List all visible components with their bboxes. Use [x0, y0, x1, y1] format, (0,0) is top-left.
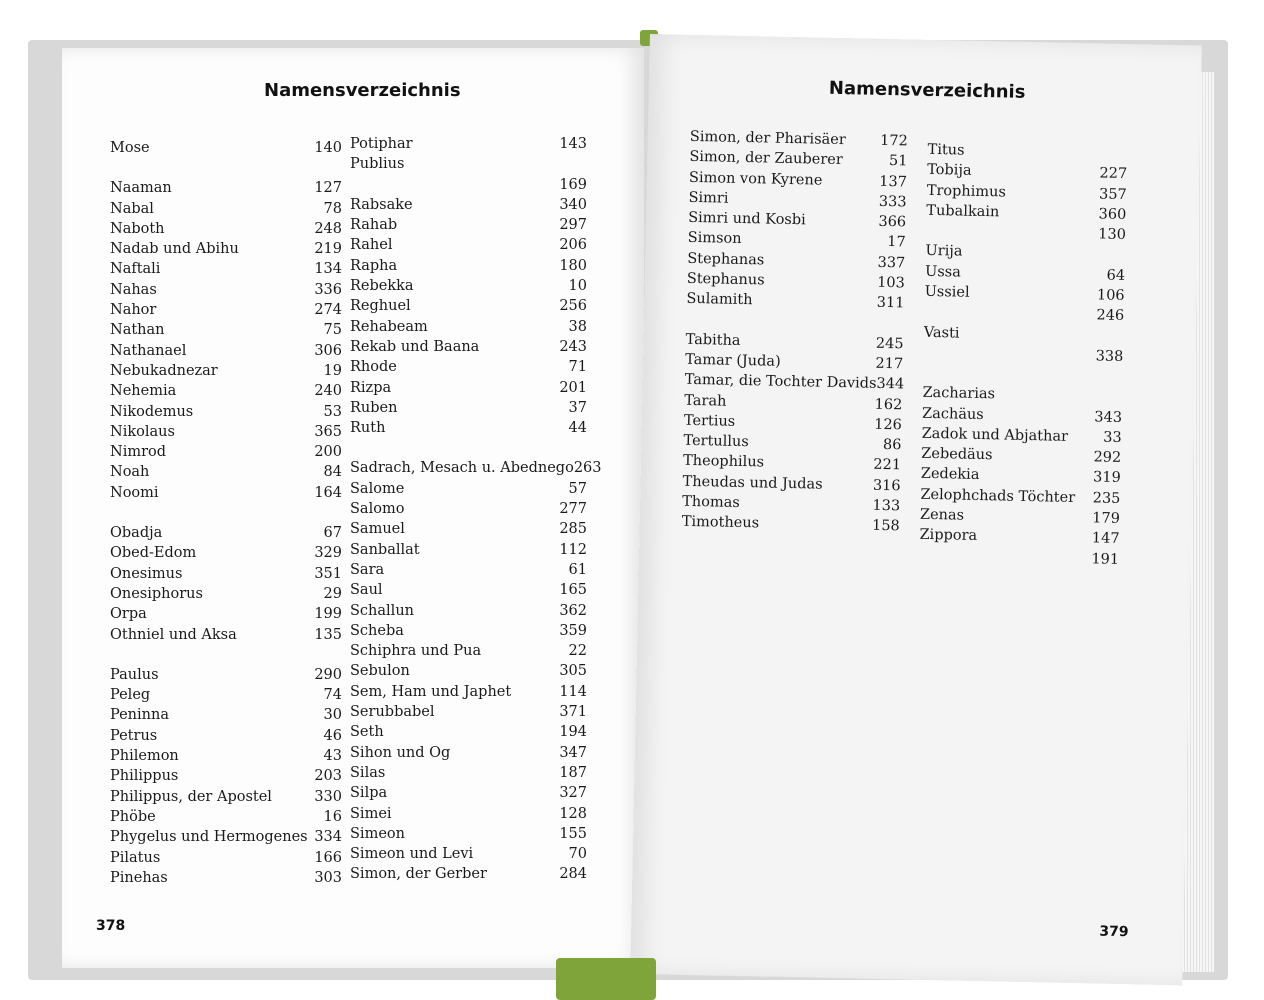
- entry-name: Schallun: [350, 602, 414, 619]
- entry-page: 67: [323, 525, 342, 542]
- entry-name: Stephanus: [686, 270, 765, 289]
- index-entry: [110, 848, 342, 868]
- left-page: [62, 48, 644, 968]
- index-entry: [350, 621, 587, 641]
- index-entry: [350, 256, 587, 276]
- entry-page: 187: [559, 764, 587, 781]
- entry-page: 158: [871, 518, 900, 535]
- index-entry: [110, 259, 342, 279]
- entry-name: Serubbabel: [350, 704, 435, 721]
- entry-name: Seth: [350, 724, 384, 741]
- entry-page: 311: [876, 295, 905, 312]
- entry-name: Zadok und Abjathar: [921, 425, 1069, 445]
- entry-name: Silas: [350, 764, 386, 781]
- entry-name: Simri und Kosbi: [687, 210, 806, 229]
- index-entry: [350, 783, 587, 803]
- index-entry: [350, 398, 587, 418]
- entry-name: Potiphar: [350, 136, 413, 152]
- index-entry: [350, 519, 587, 539]
- entry-name: Saul: [350, 582, 383, 599]
- entry-page: 303: [314, 869, 342, 886]
- entry-page: 305: [559, 663, 587, 680]
- index-entry: [110, 726, 342, 746]
- index-entry: [110, 178, 342, 198]
- entry-page: 297: [559, 217, 587, 234]
- entry-name: Tubalkain: [926, 202, 1000, 221]
- index-entry: [110, 625, 342, 645]
- entry-name: Samuel: [350, 521, 405, 538]
- entry-name: Simei: [350, 805, 392, 822]
- entry-name: Pilatus: [110, 849, 161, 866]
- section-gap: [110, 645, 342, 665]
- entry-name: Noah: [110, 464, 150, 481]
- entry-name: Ussiel: [924, 283, 970, 301]
- entry-name: Zippora: [919, 527, 978, 545]
- index-entry: [110, 422, 342, 442]
- entry-page: 371: [559, 704, 587, 721]
- index-column-left-1: [110, 138, 342, 888]
- entry-name: Nebukadnezar: [110, 362, 218, 379]
- entry-name: Stephanas: [687, 250, 765, 269]
- entry-page: 360: [1098, 206, 1127, 223]
- entry-page: 103: [876, 274, 905, 292]
- entry-name: Trophimus: [926, 182, 1007, 201]
- entry-page: 17: [887, 234, 906, 251]
- index-entry: [350, 296, 587, 316]
- entry-page: 263: [573, 460, 602, 477]
- entry-page: 147: [1091, 530, 1120, 548]
- entry-name: Tertius: [683, 412, 736, 430]
- index-entry: [350, 215, 587, 235]
- entry-name: Nahor: [110, 302, 157, 319]
- entry-page: 274: [314, 302, 342, 319]
- entry-name: Zelophchads Töchter: [920, 486, 1076, 506]
- entry-page: 191: [1091, 551, 1120, 568]
- entry-name: Publius: [350, 156, 405, 173]
- index-entry: [110, 442, 342, 462]
- entry-name: Nikolaus: [110, 423, 175, 440]
- entry-name: Theophilus: [682, 453, 765, 471]
- entry-page: 336: [314, 281, 342, 298]
- entry-name: Tamar (Juda): [685, 351, 781, 370]
- index-entry: [350, 154, 587, 174]
- entry-name: Sebulon: [350, 663, 410, 680]
- entry-page: 135: [314, 626, 342, 643]
- entry-page: 337: [877, 254, 906, 272]
- entry-page: 126: [874, 416, 903, 434]
- entry-page: 203: [314, 768, 342, 785]
- section-gap: [110, 158, 342, 178]
- entry-page: 106: [1096, 287, 1125, 305]
- entry-name: Simson: [687, 230, 742, 248]
- entry-page: 357: [1098, 186, 1127, 203]
- entry-page: 246: [1096, 307, 1125, 325]
- index-column-left-2: [350, 134, 602, 885]
- index-entry: [350, 458, 602, 478]
- index-entry: [110, 219, 342, 239]
- entry-name: Philippus: [110, 768, 179, 785]
- entry-name: Nabal: [110, 200, 154, 217]
- entry-page: 338: [1095, 348, 1124, 365]
- entry-page: 327: [559, 785, 587, 802]
- entry-name: Rebekka: [350, 278, 414, 295]
- index-entry: [350, 337, 587, 357]
- index-entry: [350, 844, 587, 864]
- index-entry: [350, 175, 587, 195]
- entry-page: 134: [314, 261, 342, 278]
- index-entry: [110, 483, 342, 503]
- index-entry: [350, 235, 587, 255]
- entry-page: 201: [559, 379, 587, 396]
- index-entry: [110, 543, 342, 563]
- entry-page: 366: [878, 214, 907, 231]
- index-entry: [350, 560, 587, 580]
- entry-page: 240: [314, 383, 342, 400]
- entry-name: Pinehas: [110, 869, 168, 886]
- entry-page: 292: [1093, 449, 1122, 467]
- entry-name: Rehabeam: [350, 318, 428, 335]
- entry-page: 245: [875, 335, 904, 353]
- entry-name: Tertullus: [683, 432, 749, 451]
- entry-name: Rapha: [350, 257, 398, 274]
- entry-name: Zachäus: [921, 405, 984, 423]
- entry-page: 344: [876, 376, 905, 393]
- entry-name: Rizpa: [350, 379, 392, 396]
- entry-name: Tarah: [684, 392, 727, 410]
- entry-name: Reghuel: [350, 298, 411, 315]
- entry-name: Ruth: [350, 420, 386, 437]
- entry-page: 343: [1094, 408, 1123, 426]
- entry-name: Ussa: [924, 263, 961, 281]
- entry-page: 22: [568, 643, 587, 660]
- index-entry: [350, 824, 587, 844]
- entry-page: 46: [323, 727, 342, 744]
- entry-name: Paulus: [110, 666, 159, 683]
- index-entry: [110, 807, 342, 827]
- entry-name: Naboth: [110, 220, 165, 237]
- entry-name: Simeon und Levi: [350, 846, 474, 863]
- entry-name: Phöbe: [110, 808, 156, 825]
- index-entry: [110, 584, 342, 604]
- entry-page: 169: [559, 176, 587, 193]
- entry-name: Naftali: [110, 261, 161, 278]
- index-entry: [350, 195, 587, 215]
- entry-name: Sara: [350, 561, 385, 578]
- entry-name: Zacharias: [922, 385, 996, 403]
- entry-name: Orpa: [110, 606, 147, 623]
- entry-page: 38: [568, 318, 587, 335]
- entry-page: 334: [314, 829, 342, 846]
- right-page: [630, 34, 1202, 985]
- index-entry: [350, 864, 587, 884]
- index-entry: [110, 320, 342, 340]
- entry-page: 33: [1103, 429, 1122, 446]
- index-entry: [110, 300, 342, 320]
- index-entry: [350, 702, 587, 722]
- entry-name: Peninna: [110, 707, 169, 724]
- entry-page: 16: [323, 808, 342, 825]
- entry-name: Silpa: [350, 785, 388, 802]
- entry-name: Simon, der Zauberer: [689, 149, 843, 169]
- index-entry: [110, 827, 342, 847]
- index-entry: [926, 201, 1126, 225]
- index-entry: [110, 199, 342, 219]
- entry-page: 128: [559, 805, 587, 822]
- entry-page: 330: [314, 788, 342, 805]
- index-entry: [110, 462, 342, 482]
- index-entry: [110, 381, 342, 401]
- entry-page: 217: [875, 355, 904, 373]
- index-entry: [350, 661, 587, 681]
- entry-page: 112: [559, 541, 587, 558]
- entry-page: 365: [314, 423, 342, 440]
- entry-name: Vasti: [923, 324, 960, 342]
- index-entry: [682, 512, 900, 537]
- entry-page: 333: [878, 193, 907, 211]
- bookmark-ribbon-bottom: [556, 958, 656, 1000]
- entry-page: 143: [559, 136, 587, 152]
- entry-page: 277: [559, 501, 587, 518]
- entry-page: 347: [559, 744, 587, 761]
- index-entry: [350, 763, 587, 783]
- index-entry: [350, 134, 587, 154]
- entry-page: 37: [568, 399, 587, 416]
- index-entry: [110, 564, 342, 584]
- index-entry: [110, 868, 342, 888]
- index-entry: [924, 322, 1124, 346]
- page-title: Namensverzeichnis: [828, 77, 1026, 103]
- index-entry: [110, 787, 342, 807]
- entry-page: 359: [559, 622, 587, 639]
- entry-name: Nikodemus: [110, 403, 194, 420]
- index-entry: [350, 499, 587, 519]
- index-entry: [110, 685, 342, 705]
- index-entry: [110, 665, 342, 685]
- entry-page: 351: [314, 565, 342, 582]
- index-entry: [350, 276, 587, 296]
- entry-page: 206: [559, 237, 587, 254]
- entry-page: 19: [323, 362, 342, 379]
- entry-page: 329: [314, 545, 342, 562]
- entry-page: 172: [879, 132, 908, 150]
- entry-page: 29: [323, 585, 342, 602]
- entry-name: Nadab und Abihu: [110, 241, 239, 258]
- index-entry: [350, 378, 587, 398]
- entry-page: 30: [323, 707, 342, 724]
- entry-name: Nimrod: [110, 444, 167, 461]
- index-entry: [110, 138, 342, 158]
- index-entry: [350, 540, 587, 560]
- entry-page: 180: [559, 257, 587, 274]
- entry-page: 306: [314, 342, 342, 359]
- entry-page: 227: [1099, 165, 1128, 183]
- entry-page: 70: [568, 846, 587, 863]
- entry-page: 51: [888, 153, 908, 170]
- entry-page: 43: [323, 748, 342, 765]
- entry-page: 133: [872, 497, 901, 515]
- entry-page: 10: [568, 278, 587, 295]
- entry-page: 200: [314, 444, 342, 461]
- entry-name: Rahel: [350, 237, 393, 254]
- entry-page: 248: [314, 220, 342, 237]
- entry-name: Simon, der Pharisäer: [689, 128, 846, 149]
- entry-name: Simon von Kyrene: [688, 169, 823, 189]
- entry-name: Zedekia: [920, 466, 980, 484]
- entry-name: Rekab und Baana: [350, 338, 480, 355]
- index-entry: [350, 580, 587, 600]
- entry-page: 155: [559, 825, 587, 842]
- index-column-right-2: [919, 140, 1128, 570]
- entry-name: Tamar, die Tochter Davids: [684, 372, 877, 393]
- index-entry: [350, 601, 587, 621]
- entry-page: 235: [1092, 490, 1121, 507]
- entry-page: 61: [568, 561, 587, 578]
- entry-page: 319: [1092, 469, 1121, 487]
- entry-name: Nahas: [110, 281, 157, 298]
- index-entry: [350, 317, 587, 337]
- entry-name: Timotheus: [681, 514, 760, 532]
- entry-page: 75: [323, 322, 342, 339]
- index-entry: [350, 682, 587, 702]
- entry-name: Onesiphorus: [110, 585, 203, 602]
- entry-page: 86: [882, 437, 902, 454]
- section-gap: [350, 438, 587, 458]
- index-entry: [110, 766, 342, 786]
- entry-name: Philippus, der Apostel: [110, 788, 272, 805]
- index-entry: [110, 604, 342, 624]
- entry-page: 162: [874, 396, 903, 413]
- entry-name: Salomo: [350, 501, 405, 518]
- entry-page: 165: [559, 582, 587, 599]
- index-entry: [110, 341, 342, 361]
- entry-name: Sanballat: [350, 541, 420, 558]
- entry-page: 284: [559, 866, 587, 883]
- entry-page: 219: [314, 241, 342, 258]
- entry-name: Nathan: [110, 322, 165, 339]
- entry-name: Zenas: [919, 506, 965, 524]
- entry-name: Philemon: [110, 748, 179, 765]
- entry-page: 256: [559, 298, 587, 315]
- entry-name: Sadrach, Mesach u. Abednego: [350, 460, 574, 477]
- entry-name: Mose: [110, 140, 150, 156]
- entry-name: Thomas: [682, 493, 740, 512]
- entry-name: Obadja: [110, 525, 163, 542]
- entry-name: Scheba: [350, 622, 404, 639]
- entry-page: 194: [559, 724, 587, 741]
- index-entry: [350, 418, 587, 438]
- index-entry: [110, 280, 342, 300]
- entry-page: 362: [559, 602, 587, 619]
- entry-name: Sem, Ham und Japhet: [350, 683, 512, 700]
- index-entry: [350, 743, 587, 763]
- entry-name: Sihon und Og: [350, 744, 451, 761]
- entry-name: Othniel und Aksa: [110, 626, 237, 643]
- entry-page: 44: [568, 420, 587, 437]
- entry-name: Rabsake: [350, 196, 413, 213]
- entry-name: Simeon: [350, 825, 405, 842]
- entry-name: Titus: [927, 141, 965, 159]
- index-entry: [110, 705, 342, 725]
- entry-page: 84: [323, 464, 342, 481]
- section-gap: [110, 503, 342, 523]
- index-entry: [110, 746, 342, 766]
- entry-page: 164: [314, 484, 342, 501]
- page-number: 378: [96, 918, 126, 934]
- entry-name: Naaman: [110, 180, 172, 197]
- entry-page: 221: [873, 457, 902, 474]
- entry-name: Rahab: [350, 217, 398, 234]
- entry-page: 74: [323, 687, 342, 704]
- entry-name: Onesimus: [110, 565, 183, 582]
- index-entry: [110, 361, 342, 381]
- entry-name: Tobija: [927, 162, 972, 180]
- entry-page: 53: [323, 403, 342, 420]
- entry-page: 130: [1098, 226, 1127, 244]
- entry-name: Schiphra und Pua: [350, 643, 482, 660]
- entry-page: 199: [314, 606, 342, 623]
- entry-name: Ruben: [350, 399, 398, 416]
- entry-name: Peleg: [110, 687, 151, 704]
- entry-name: Noomi: [110, 484, 159, 501]
- entry-name: Phygelus und Hermogenes: [110, 829, 308, 846]
- index-entry: [350, 479, 587, 499]
- index-entry: [919, 525, 1119, 549]
- entry-page: 114: [559, 683, 587, 700]
- index-entry: [110, 402, 342, 422]
- entry-page: 243: [559, 338, 587, 355]
- entry-name: Obed-Edom: [110, 545, 197, 562]
- entry-page: 166: [314, 849, 342, 866]
- entry-name: Theudas und Judas: [682, 473, 823, 493]
- index-entry: [924, 282, 1124, 306]
- index-entry: [110, 239, 342, 259]
- entry-name: Sulamith: [686, 291, 753, 309]
- entry-name: Simri: [688, 189, 729, 207]
- entry-page: 64: [1106, 267, 1126, 284]
- index-entry: [919, 545, 1119, 569]
- entry-page: 285: [559, 521, 587, 538]
- index-entry: [350, 641, 587, 661]
- entry-page: 340: [559, 196, 587, 213]
- index-entry: [350, 804, 587, 824]
- entry-name: Zebedäus: [921, 445, 993, 464]
- entry-page: 57: [568, 480, 587, 497]
- entry-page: 71: [568, 359, 587, 376]
- entry-page: 78: [323, 200, 342, 217]
- index-entry: [350, 357, 587, 377]
- index-entry: [110, 523, 342, 543]
- entry-name: Rhode: [350, 359, 397, 376]
- entry-page: 127: [314, 180, 342, 197]
- entry-page: 137: [879, 173, 908, 191]
- entry-page: 290: [314, 666, 342, 683]
- entry-name: Simon, der Gerber: [350, 866, 487, 883]
- page-title: Namensverzeichnis: [264, 80, 461, 101]
- entry-name: Petrus: [110, 727, 158, 744]
- page-number: 379: [1099, 923, 1129, 941]
- index-entry: [350, 722, 587, 742]
- entry-name: Salome: [350, 480, 405, 497]
- entry-name: Nehemia: [110, 383, 177, 400]
- entry-page: 140: [314, 140, 342, 156]
- entry-name: Tabitha: [685, 331, 741, 349]
- entry-page: 316: [872, 477, 901, 495]
- index-column-right-1: [682, 127, 908, 537]
- entry-name: Nathanael: [110, 342, 187, 359]
- entry-name: Urija: [925, 243, 963, 261]
- entry-page: 179: [1092, 510, 1121, 527]
